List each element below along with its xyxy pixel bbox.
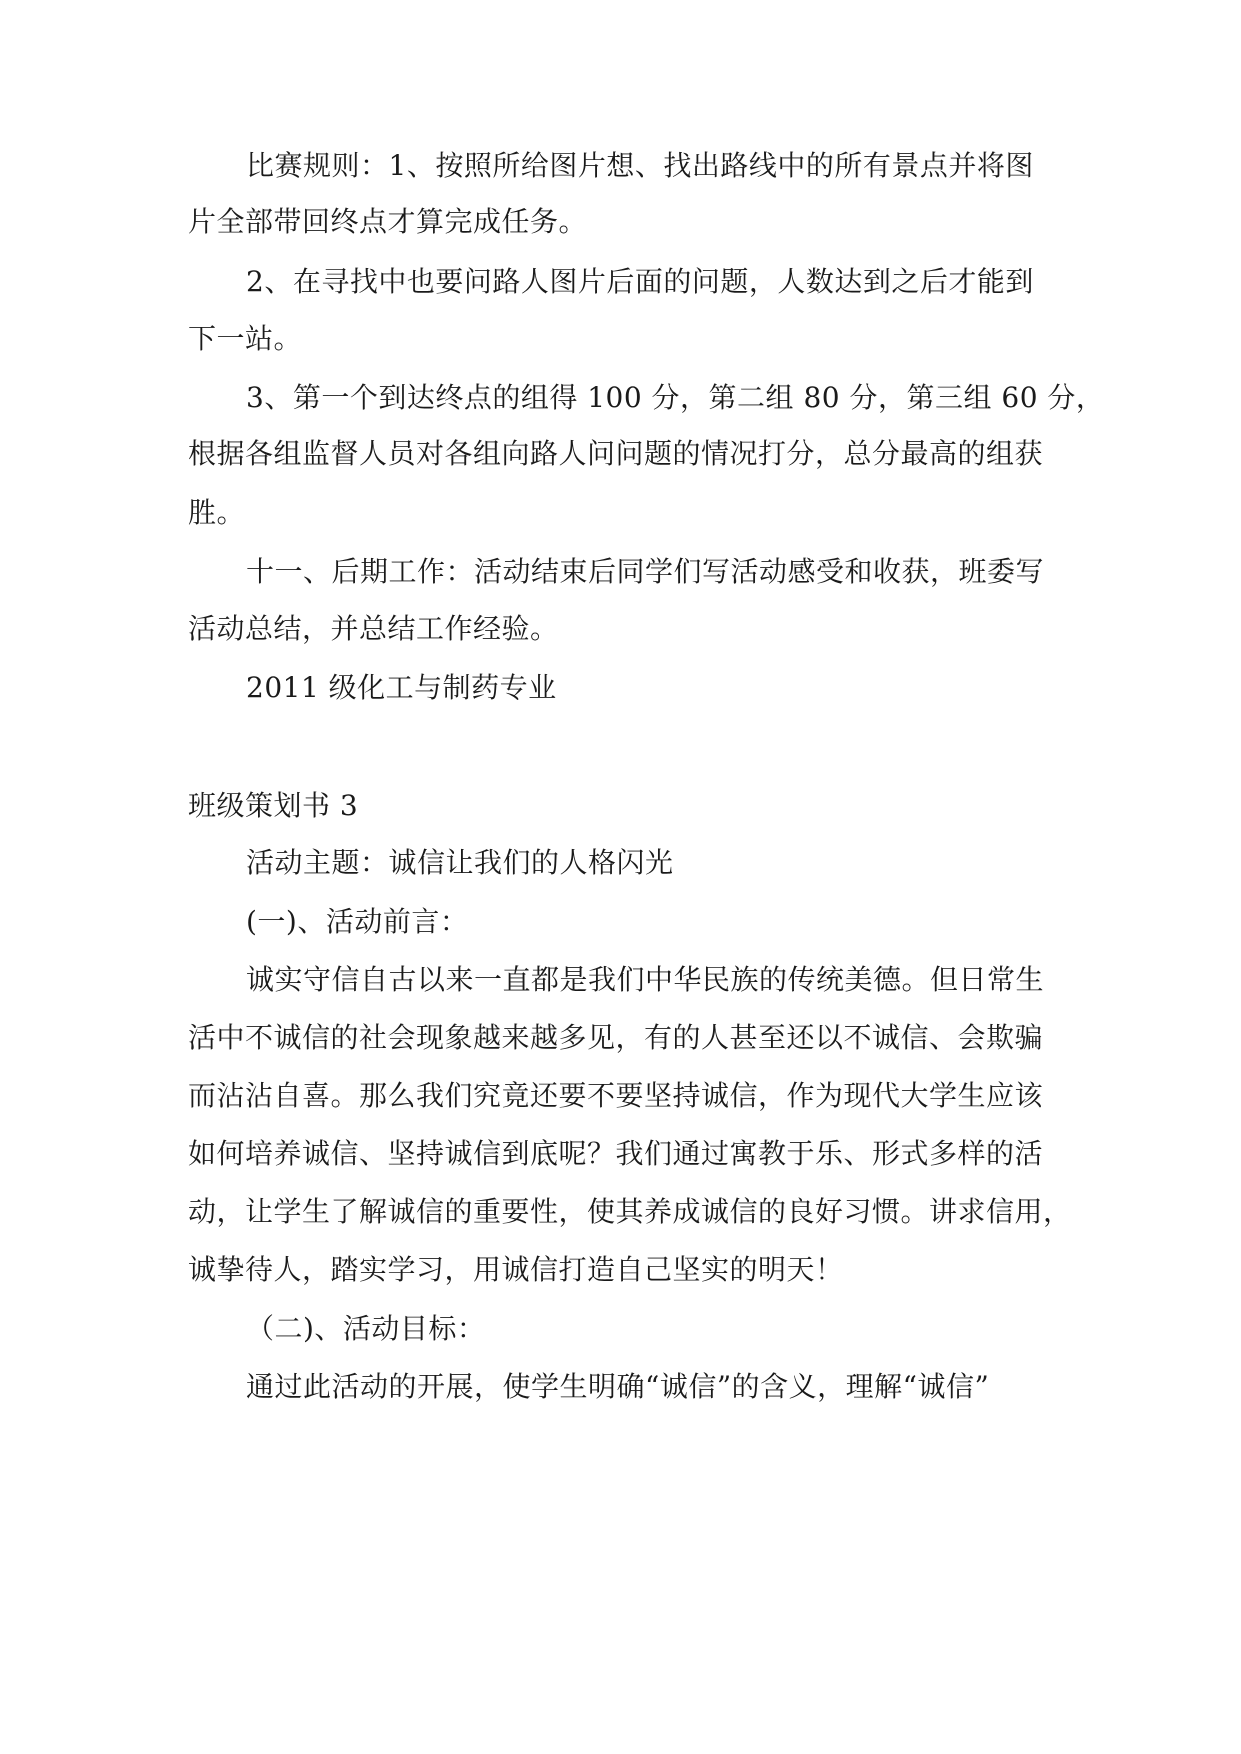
preface-line-1: 诚实守信自古以来一直都是我们中华民族的传统美德。但日常生 (246, 963, 1045, 996)
goals-heading: （二)、活动目标： (246, 1312, 486, 1345)
followup-line-2: 活动总结，并总结工作经验。 (188, 612, 559, 645)
section-heading: 班级策划书 3 (188, 789, 359, 822)
goals-line-1: 通过此活动的开展，使学生明确“诚信”的含义，理解“诚信” (246, 1370, 990, 1403)
preface-line-4: 如何培养诚信、坚持诚信到底呢？我们通过寓教于乐、形式多样的活 (188, 1137, 1044, 1170)
followup-line-1: 十一、后期工作：活动结束后同学们写活动感受和收获，班委写 (246, 555, 1045, 588)
rules-line-2: 片全部带回终点才算完成任务。 (188, 205, 588, 238)
rules-line-5: 3、第一个到达终点的组得 100 分，第二组 80 分，第三组 60 分， (246, 381, 1105, 414)
preface-line-6: 诚挚待人，踏实学习，用诚信打造自己坚实的明天！ (188, 1253, 844, 1286)
preface-line-5: 动，让学生了解诚信的重要性，使其养成诚信的良好习惯。讲求信用， (188, 1195, 1072, 1228)
activity-theme: 活动主题：诚信让我们的人格闪光 (246, 846, 674, 879)
rules-line-7: 胜。 (188, 496, 246, 529)
rules-line-3: 2、在寻找中也要问路人图片后面的问题，人数达到之后才能到 (246, 265, 1034, 298)
rules-line-4: 下一站。 (188, 322, 303, 355)
rules-line-1: 比赛规则：1、按照所给图片想、找出路线中的所有景点并将图 (246, 149, 1034, 182)
preface-line-2: 活中不诚信的社会现象越来越多见，有的人甚至还以不诚信、会欺骗 (188, 1021, 1044, 1054)
preface-line-3: 而沾沾自喜。那么我们究竟还要不要坚持诚信，作为现代大学生应该 (188, 1079, 1044, 1112)
class-name-line: 2011 级化工与制药专业 (246, 671, 557, 704)
rules-line-6: 根据各组监督人员对各组向路人问问题的情况打分，总分最高的组获 (188, 437, 1044, 470)
preface-heading: (一)、活动前言： (246, 905, 469, 938)
